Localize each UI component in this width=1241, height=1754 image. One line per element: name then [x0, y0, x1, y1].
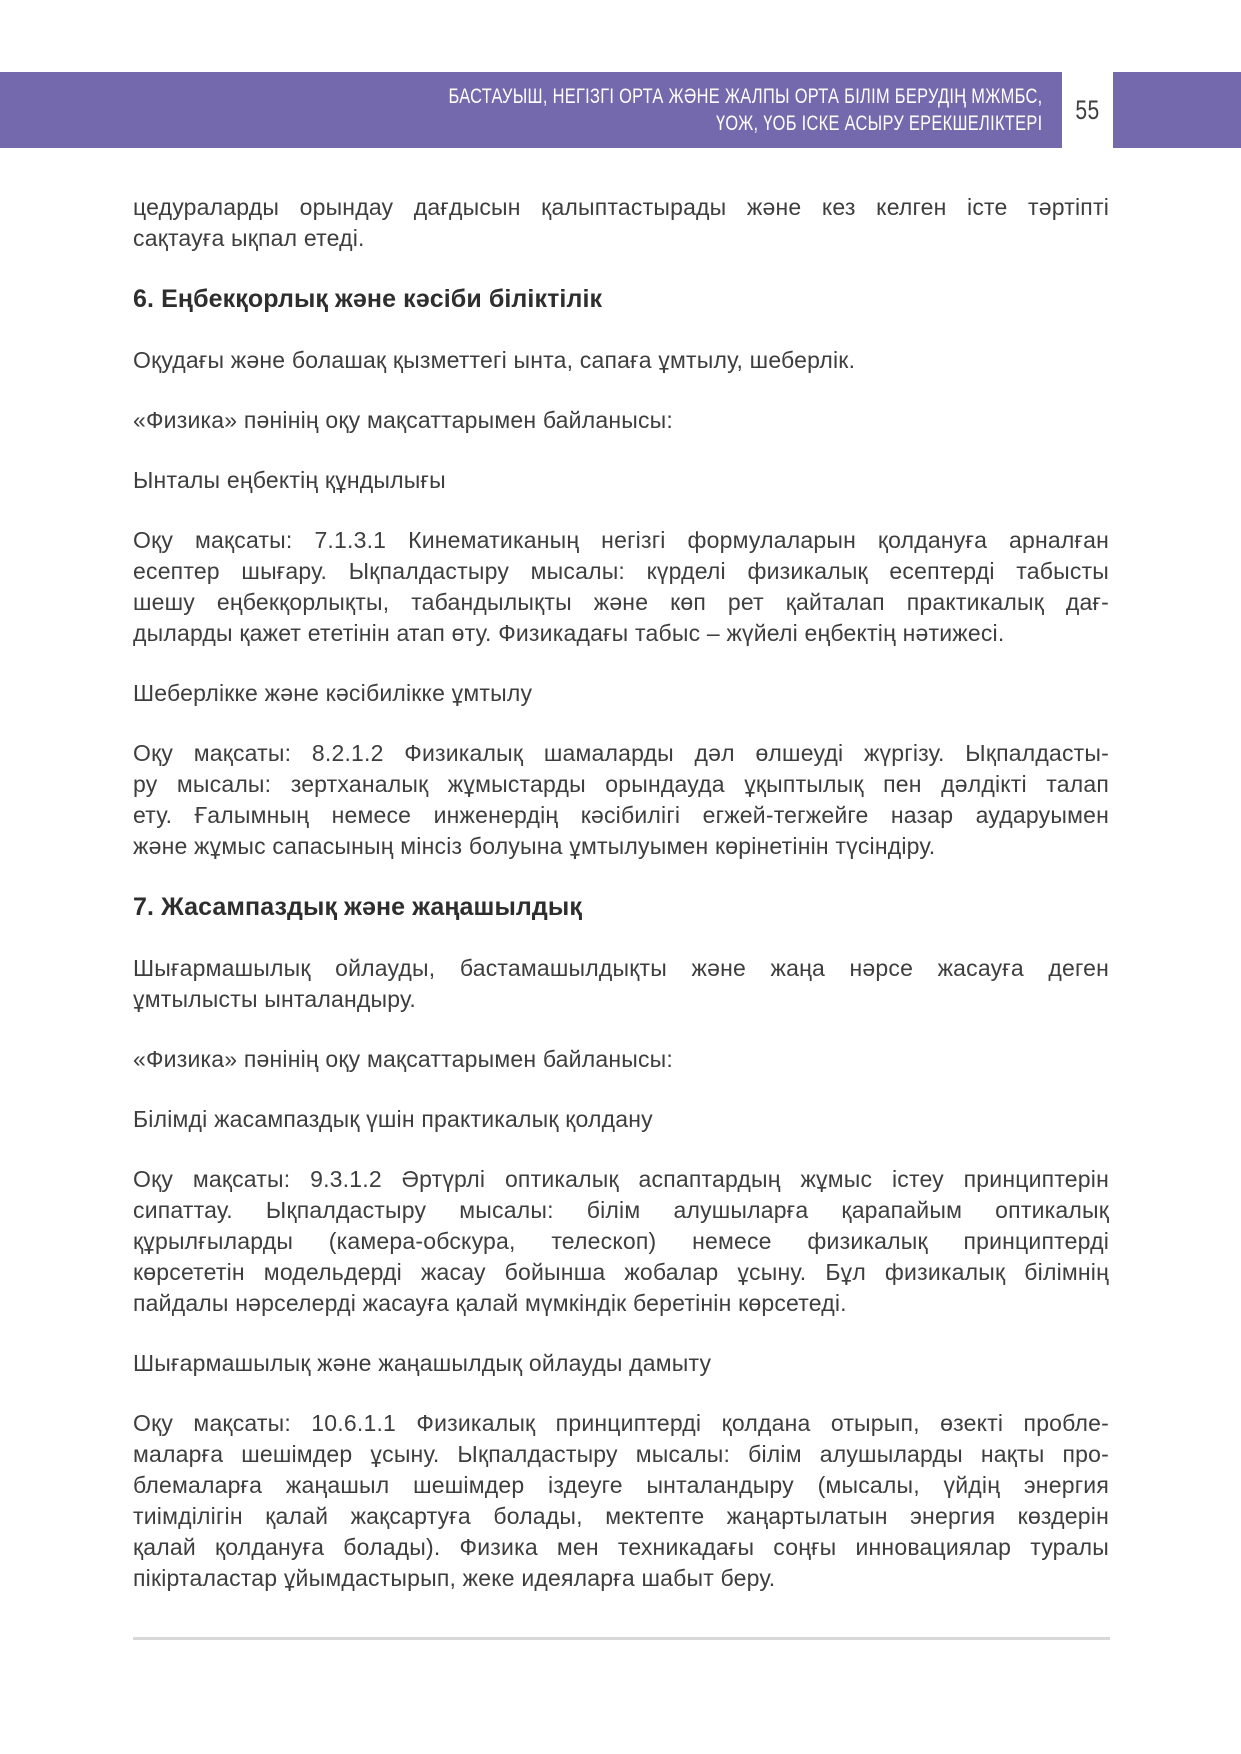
paragraph: [133, 1104, 1109, 1135]
paragraph: [133, 678, 1109, 709]
text-line: Ынталы еңбектің құндылығы: [133, 467, 446, 493]
text-line: қалай қолдануға болады). Физика мен техникадағы соңғы инновациялар туралы: [133, 1534, 1109, 1560]
paragraph: [133, 192, 1109, 254]
text-line: көрсететін модельдерді жасау бойынша жобалар ұсыну. Бұл физикалық білімнің: [133, 1259, 1109, 1285]
paragraph: [133, 465, 1109, 496]
paragraph: [133, 525, 1109, 649]
paragraph: [133, 405, 1109, 436]
footer-divider: [133, 1637, 1110, 1640]
paragraph: [133, 1164, 1109, 1319]
text-line: сипаттау. Ықпалдастыру мысалы: білім алушыларға қарапайым оптикалық: [133, 1197, 1109, 1223]
page-number-zone: [1062, 72, 1113, 148]
text-line: «Физика» пәнінің оқу мақсаттарымен байланысы:: [133, 407, 673, 433]
paragraph: [133, 953, 1109, 1015]
text-line: блемаларға жаңашыл шешімдер іздеуге ынталандыру (мысалы, үйдің энергия: [133, 1472, 1109, 1498]
text-line: Шеберлікке және кәсібилікке ұмтылу: [133, 680, 533, 706]
paragraph: [133, 1348, 1109, 1379]
text-line: Шығармашылық және жаңашылдық ойлауды дамыту: [133, 1350, 712, 1376]
paragraph: [133, 1408, 1109, 1594]
paragraph: [133, 738, 1109, 862]
header-title-line2: ҮОЖ, ҮОБ ІСКЕ АСЫРУ ЕРЕКШЕЛІКТЕРІ: [715, 112, 1042, 135]
text-line: Оқу мақсаты: 7.1.3.1 Кинематиканың негізгі формулаларын қолдануға арналған: [133, 527, 1109, 553]
text-line: «Физика» пәнінің оқу мақсаттарымен байланысы:: [133, 1046, 673, 1072]
text-line: Оқу мақсаты: 9.3.1.2 Әртүрлі оптикалық аспаптардың жұмыс істеу принциптерін: [133, 1166, 1109, 1192]
text-line: пайдалы нәрселерді жасауға қалай мүмкіндік беретінін көрсетеді.: [133, 1290, 847, 1316]
header-title-line1: БАСТАУЫШ, НЕГІЗГІ ОРТА ЖӘНЕ ЖАЛПЫ ОРТА БІЛІМ БЕРУДІҢ МЖМБС,: [448, 85, 1042, 108]
paragraph: [133, 345, 1109, 376]
text-line: есептер шығару. Ықпалдастыру мысалы: күрделі физикалық есептерді табысты: [133, 558, 1109, 584]
header-title: [448, 83, 1042, 137]
text-line: Оқу мақсаты: 8.2.1.2 Физикалық шамаларды дәл өлшеуді жүргізу. Ықпалдасты-: [133, 740, 1109, 766]
text-line: Оқу мақсаты: 10.6.1.1 Физикалық принциптерді қолдана отырып, өзекті пробле-: [133, 1410, 1109, 1436]
text-line: дыларды қажет ететінін атап өту. Физикадағы табыс – жүйелі еңбектің нәтижесі.: [133, 620, 1005, 646]
page-number: 55: [1075, 94, 1100, 125]
text-line: ұмтылысты ынталандыру.: [133, 986, 416, 1012]
header-side-block: [1113, 72, 1241, 148]
text-line: шешу еңбекқорлықты, табандылықты және көп рет қайталап практикалық дағ-: [133, 589, 1109, 615]
header-banner: [0, 72, 1062, 148]
text-line: цедураларды орындау дағдысын қалыптастырады және кез келген істе тәртіпті: [133, 194, 1109, 220]
section-heading: 7. Жасампаздық және жаңашылдық: [133, 893, 582, 921]
text-line: Шығармашылық ойлауды, бастамашылдықты және жаңа нәрсе жасауға деген: [133, 955, 1109, 981]
document-body: [133, 192, 1109, 1623]
text-line: Білімді жасампаздық үшін практикалық қолдану: [133, 1106, 653, 1132]
text-line: тиімділігін қалай жақсартуға болады, мектепте жаңартылатын энергия көздерін: [133, 1503, 1109, 1529]
text-line: және жұмыс сапасының мінсіз болуына ұмтылуымен көрінетінін түсіндіру.: [133, 833, 936, 859]
text-line: маларға шешімдер ұсыну. Ықпалдастыру мысалы: білім алушыларды нақты про-: [133, 1441, 1109, 1467]
text-line: пікірталастар ұйымдастырып, жеке идеяларға шабыт беру.: [133, 1565, 776, 1591]
paragraph: [133, 1044, 1109, 1075]
text-line: ру мысалы: зертханалық жұмыстарды орындауда ұқыптылық пен дәлдікті талап: [133, 771, 1109, 797]
text-line: сақтауға ықпал етеді.: [133, 225, 365, 251]
text-line: Оқудағы және болашақ қызметтегі ынта, сапаға ұмтылу, шеберлік.: [133, 347, 856, 373]
text-line: ету. Ғалымның немесе инженердің кәсібилігі егжей-тегжейге назар аударуымен: [133, 802, 1109, 828]
text-line: құрылғыларды (камера-обскура, телескоп) немесе физикалық принциптерді: [133, 1228, 1109, 1254]
section-heading: 6. Еңбекқорлық және кәсіби біліктілік: [133, 285, 603, 313]
